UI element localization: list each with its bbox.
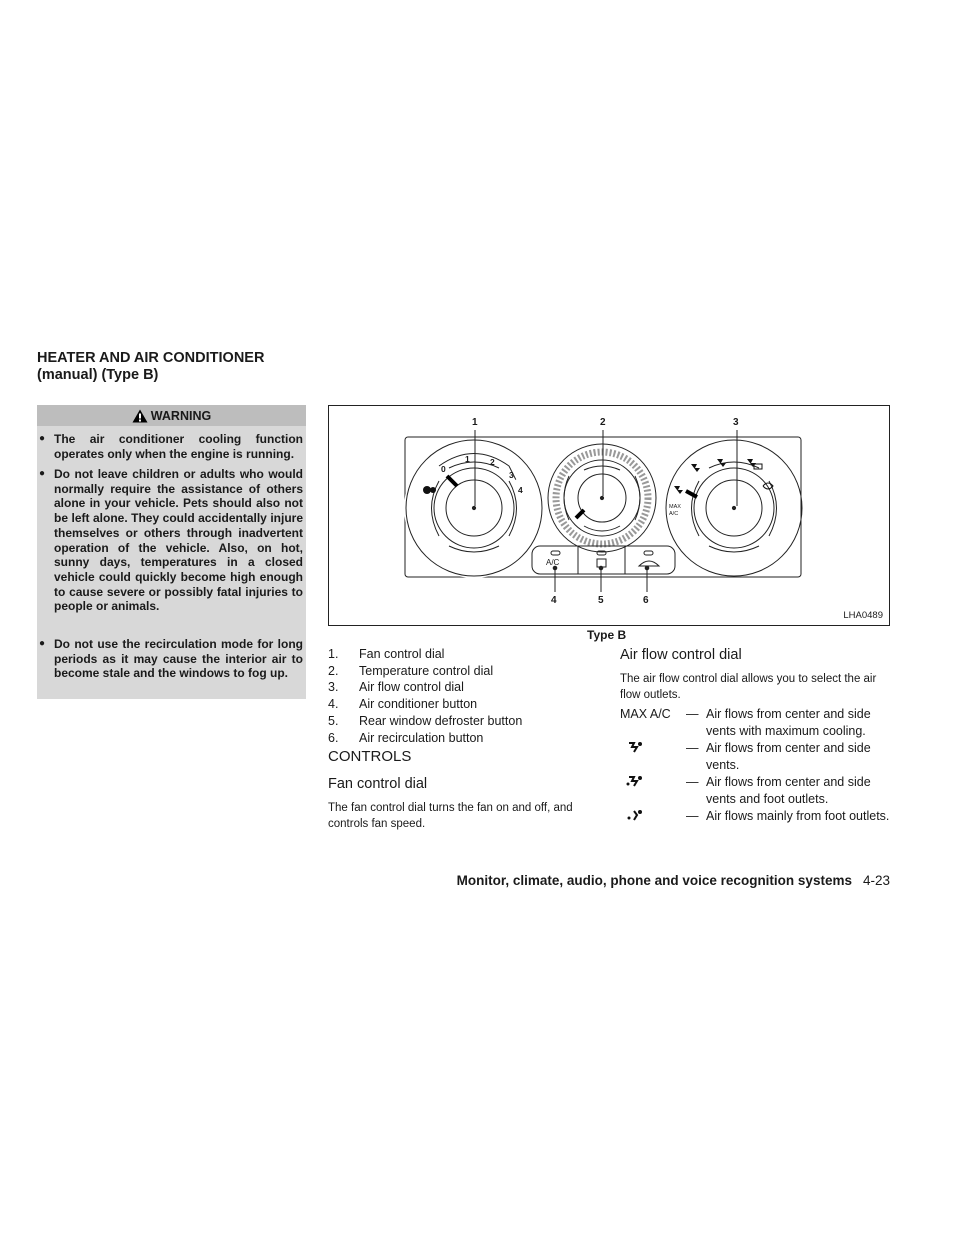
footer-section-title: Monitor, climate, audio, phone and voice recognition systems [456,873,852,888]
fan-dial-heading: Fan control dial [328,776,428,792]
warning-item-text: Do not use the recirculation mode for long periods as it may cause the interior air to become stale and the windows to fog up. [54,637,303,681]
mode-dash: — [686,775,699,789]
legend-number: 2. [328,664,339,678]
legend-text: Air conditioner button [359,697,478,711]
callout-6: 6 [643,595,649,606]
fan-tick-3: 3 [509,470,514,480]
legend-number: 3. [328,680,339,694]
legend-item [328,679,464,695]
warning-header [37,405,306,426]
vent-icon [628,741,644,755]
legend-text: Fan control dial [359,647,445,661]
callout-3: 3 [733,417,739,428]
mode-description: Air flows from center and side vents and foot outlets. [706,775,871,806]
legend-number: 4. [328,697,339,711]
mode-description: Air flows from center and side vents. [706,741,871,772]
section-heading [37,350,264,384]
fan-icon [423,486,436,494]
bullet-icon: ● [39,433,46,444]
callout-2: 2 [600,417,606,428]
mode-dash: — [686,741,699,755]
mode-dash: — [686,809,699,823]
air-flow-control-dial [666,440,802,576]
fan-tick-2: 2 [490,457,495,467]
fan-tick-0: 0 [441,464,446,474]
legend-item [328,730,483,746]
legend-text: Air recirculation button [359,731,484,745]
callout-5: 5 [598,595,604,606]
controls-heading: CONTROLS [328,748,412,765]
warning-item [37,432,303,462]
section-title: HEATER AND AIR CONDITIONER [37,350,265,366]
figure-code: LHA0489 [843,610,883,621]
legend-text: Air flow control dial [359,680,464,694]
ac-button-label: A/C [546,558,560,567]
temperature-control-dial [548,444,656,552]
control-panel-figure [328,405,890,626]
callout-4: 4 [551,595,557,606]
foot-icon [626,809,644,823]
fan-tick-1: 1 [465,454,470,464]
bullet-icon: ● [39,468,46,479]
bilevel-icon [626,775,644,789]
mode-label-max-ac: MAX A/C [620,707,671,721]
callout-1: 1 [472,417,478,428]
warning-box [37,405,306,699]
warning-item-text: Do not leave children or adults who would normally require the assistance of others alone in your vehicle. Pets should also not be left alone. They could accidentally injure themselves or others through inadvertent operation of the vehicle. Also, on hot, sunny days, temperatures in a closed vehicle could quickly become high enough to cause severe or possibly fatal injuries to people or animals. [54,467,303,614]
legend-item [328,663,493,679]
airflow-text: The air flow control dial allows you to select the air flow outlets. [620,673,877,701]
warning-triangle-icon [132,409,148,423]
page-number: 4-23 [862,873,890,888]
page-footer [457,873,890,888]
bullet-icon: ● [39,638,46,649]
fan-tick-4: 4 [518,485,523,495]
legend-text: Rear window defroster button [359,714,523,728]
legend-item [328,696,477,712]
warning-item [37,637,303,697]
figure-caption: Type B [587,628,627,642]
legend-text: Temperature control dial [359,664,494,678]
fan-dial-text: The fan control dial turns the fan on and off, and controls fan speed. [328,802,573,830]
warning-title: WARNING [150,408,212,423]
control-panel-diagram [329,406,889,625]
mode-dash: — [686,707,699,721]
airflow-heading: Air flow control dial [620,647,742,663]
section-subtitle: (manual) (Type B) [37,367,159,383]
max-ac-label: MAX A/C [669,504,681,517]
mode-description: Air flows from center and side vents with maximum cooling. [706,707,871,738]
legend-number: 1. [328,647,339,661]
legend-item [328,713,522,729]
warning-item-text: The air conditioner cooling function operates only when the engine is running. [54,432,303,461]
legend-number: 5. [328,714,339,728]
fan-control-dial [404,438,544,578]
mode-description: Air flows mainly from foot outlets. [706,809,890,823]
legend-item [328,646,444,662]
warning-item [37,467,303,629]
legend-number: 6. [328,731,339,745]
